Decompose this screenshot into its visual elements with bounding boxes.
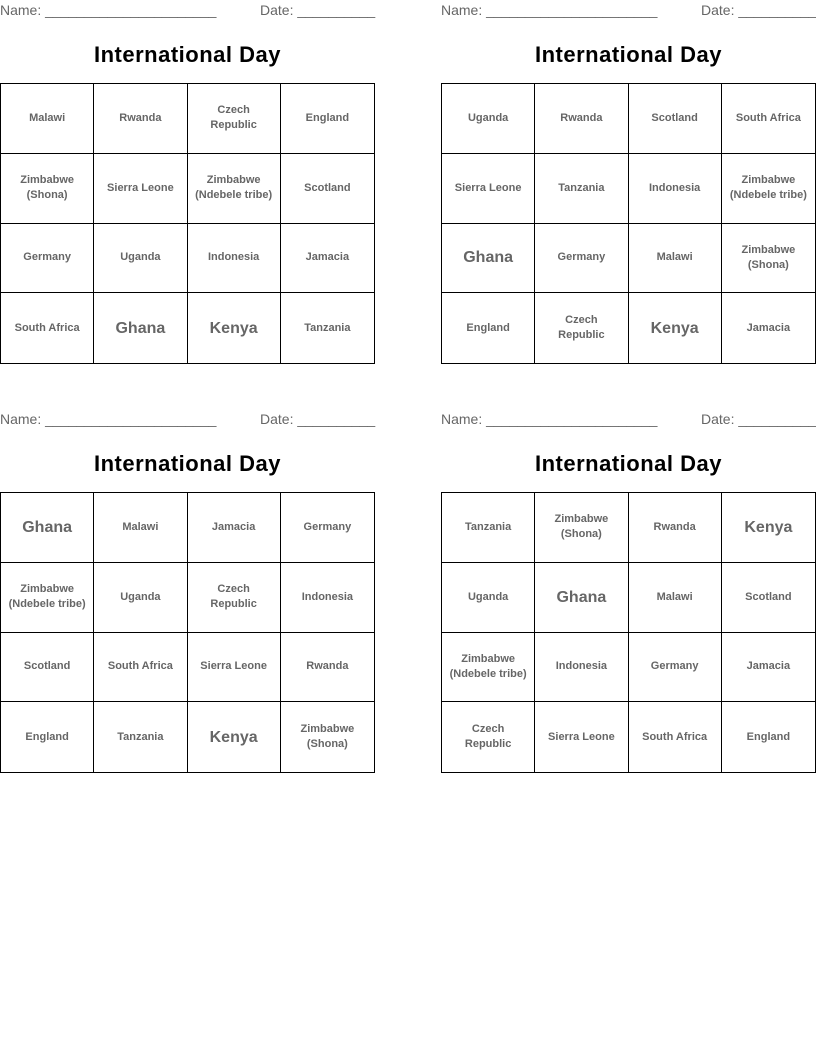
bingo-cell: Tanzania <box>442 493 535 563</box>
card-header <box>441 2 816 20</box>
bingo-cell: Jamacia <box>722 633 815 703</box>
bingo-cell: England <box>746 730 791 743</box>
bingo-cell: Uganda <box>442 84 535 154</box>
bingo-cell: Uganda <box>94 224 187 294</box>
bingo-card-2 <box>441 0 816 365</box>
bingo-cell: Malawi <box>1 84 94 154</box>
bingo-cell: England <box>1 702 94 772</box>
card-title: International Day <box>535 451 722 476</box>
bingo-cell: Malawi <box>629 224 722 294</box>
bingo-cell: England <box>442 293 535 363</box>
bingo-cell: Zimbabwe (Ndebele tribe) <box>1 563 94 633</box>
bingo-cell: Scotland <box>629 84 722 154</box>
bingo-cell: Indonesia <box>281 563 374 633</box>
bingo-grid <box>441 83 816 364</box>
bingo-cell: South Africa <box>1 293 94 363</box>
bingo-card-3 <box>0 409 375 774</box>
bingo-cell: Uganda <box>442 563 535 633</box>
bingo-cell: Zimbabwe (Shona) <box>535 493 628 563</box>
bingo-card-1 <box>0 0 375 365</box>
bingo-cell: Indonesia <box>535 633 628 703</box>
date-field-label: Date: __________ <box>701 411 816 427</box>
bingo-cell: Rwanda <box>535 84 628 154</box>
name-field-label: Name: ______________________ <box>441 2 658 18</box>
bingo-cell: Jamacia <box>188 493 281 563</box>
bingo-cell: Indonesia <box>629 154 722 224</box>
name-field-label: Name: ______________________ <box>0 2 217 18</box>
bingo-cell: Kenya <box>722 493 815 563</box>
bingo-cell: England <box>281 84 374 154</box>
bingo-cell: Tanzania <box>94 702 187 772</box>
bingo-cell: Jamacia <box>746 321 791 334</box>
bingo-cell: Kenya <box>188 293 281 363</box>
bingo-cell: Zimbabwe (Shona) <box>300 723 355 751</box>
bingo-cell: Tanzania <box>535 154 628 224</box>
bingo-cell: Scotland <box>1 633 94 703</box>
bingo-cell: South Africa <box>629 702 722 772</box>
bingo-cell: Tanzania <box>304 321 351 334</box>
card-header <box>441 411 816 429</box>
bingo-card-4 <box>441 409 816 774</box>
date-field-label: Date: __________ <box>260 2 376 18</box>
bingo-cell: South Africa <box>94 633 187 703</box>
bingo-cell: Sierra Leone <box>535 702 628 772</box>
bingo-cell: Germany <box>1 224 94 294</box>
bingo-cell: Scotland <box>722 563 815 633</box>
bingo-grid <box>441 492 816 773</box>
bingo-cell: Ghana <box>94 293 187 363</box>
bingo-cell: Jamacia <box>281 224 374 294</box>
bingo-cell: Czech Republic <box>442 702 535 772</box>
bingo-cell: Ghana <box>1 493 94 563</box>
name-field-label: Name: ______________________ <box>0 411 217 427</box>
bingo-cell: Kenya <box>629 293 722 363</box>
bingo-cell: Zimbabwe (Ndebele tribe) <box>722 154 815 224</box>
bingo-cell: Zimbabwe (Ndebele tribe) <box>188 154 281 224</box>
bingo-cell: Germany <box>281 493 374 563</box>
bingo-cell: Rwanda <box>629 493 722 563</box>
bingo-cell: Czech Republic <box>188 563 281 633</box>
bingo-cell: Zimbabwe (Shona) <box>1 154 94 224</box>
bingo-cell: Germany <box>629 633 722 703</box>
bingo-cell: Sierra Leone <box>442 154 535 224</box>
bingo-cell: Rwanda <box>281 633 374 703</box>
bingo-cell: Kenya <box>188 702 281 772</box>
bingo-cell: Germany <box>535 224 628 294</box>
bingo-cell: Czech Republic <box>535 293 628 363</box>
bingo-cell: Zimbabwe (Shona) <box>722 224 815 294</box>
bingo-cell: Indonesia <box>188 224 281 294</box>
bingo-cell: Ghana <box>535 563 628 633</box>
bingo-cell: Ghana <box>442 224 535 294</box>
date-field-label: Date: __________ <box>701 2 816 18</box>
bingo-cell: Czech Republic <box>188 84 281 154</box>
bingo-cell: Sierra Leone <box>188 633 281 703</box>
bingo-grid <box>0 83 375 364</box>
card-title: International Day <box>94 42 281 67</box>
bingo-cell: Malawi <box>94 493 187 563</box>
card-title: International Day <box>535 42 722 67</box>
bingo-cell: Uganda <box>94 563 187 633</box>
card-header <box>0 411 375 429</box>
bingo-cell: Rwanda <box>94 84 187 154</box>
bingo-cell: Scotland <box>281 154 374 224</box>
card-header <box>0 2 375 20</box>
bingo-cell: Malawi <box>629 563 722 633</box>
bingo-cell: South Africa <box>722 84 815 154</box>
card-title: International Day <box>94 451 281 476</box>
bingo-cell: Zimbabwe (Ndebele tribe) <box>442 633 535 703</box>
date-field-label: Date: __________ <box>260 411 376 427</box>
bingo-cell: Sierra Leone <box>94 154 187 224</box>
name-field-label: Name: ______________________ <box>441 411 658 427</box>
bingo-grid <box>0 492 375 773</box>
